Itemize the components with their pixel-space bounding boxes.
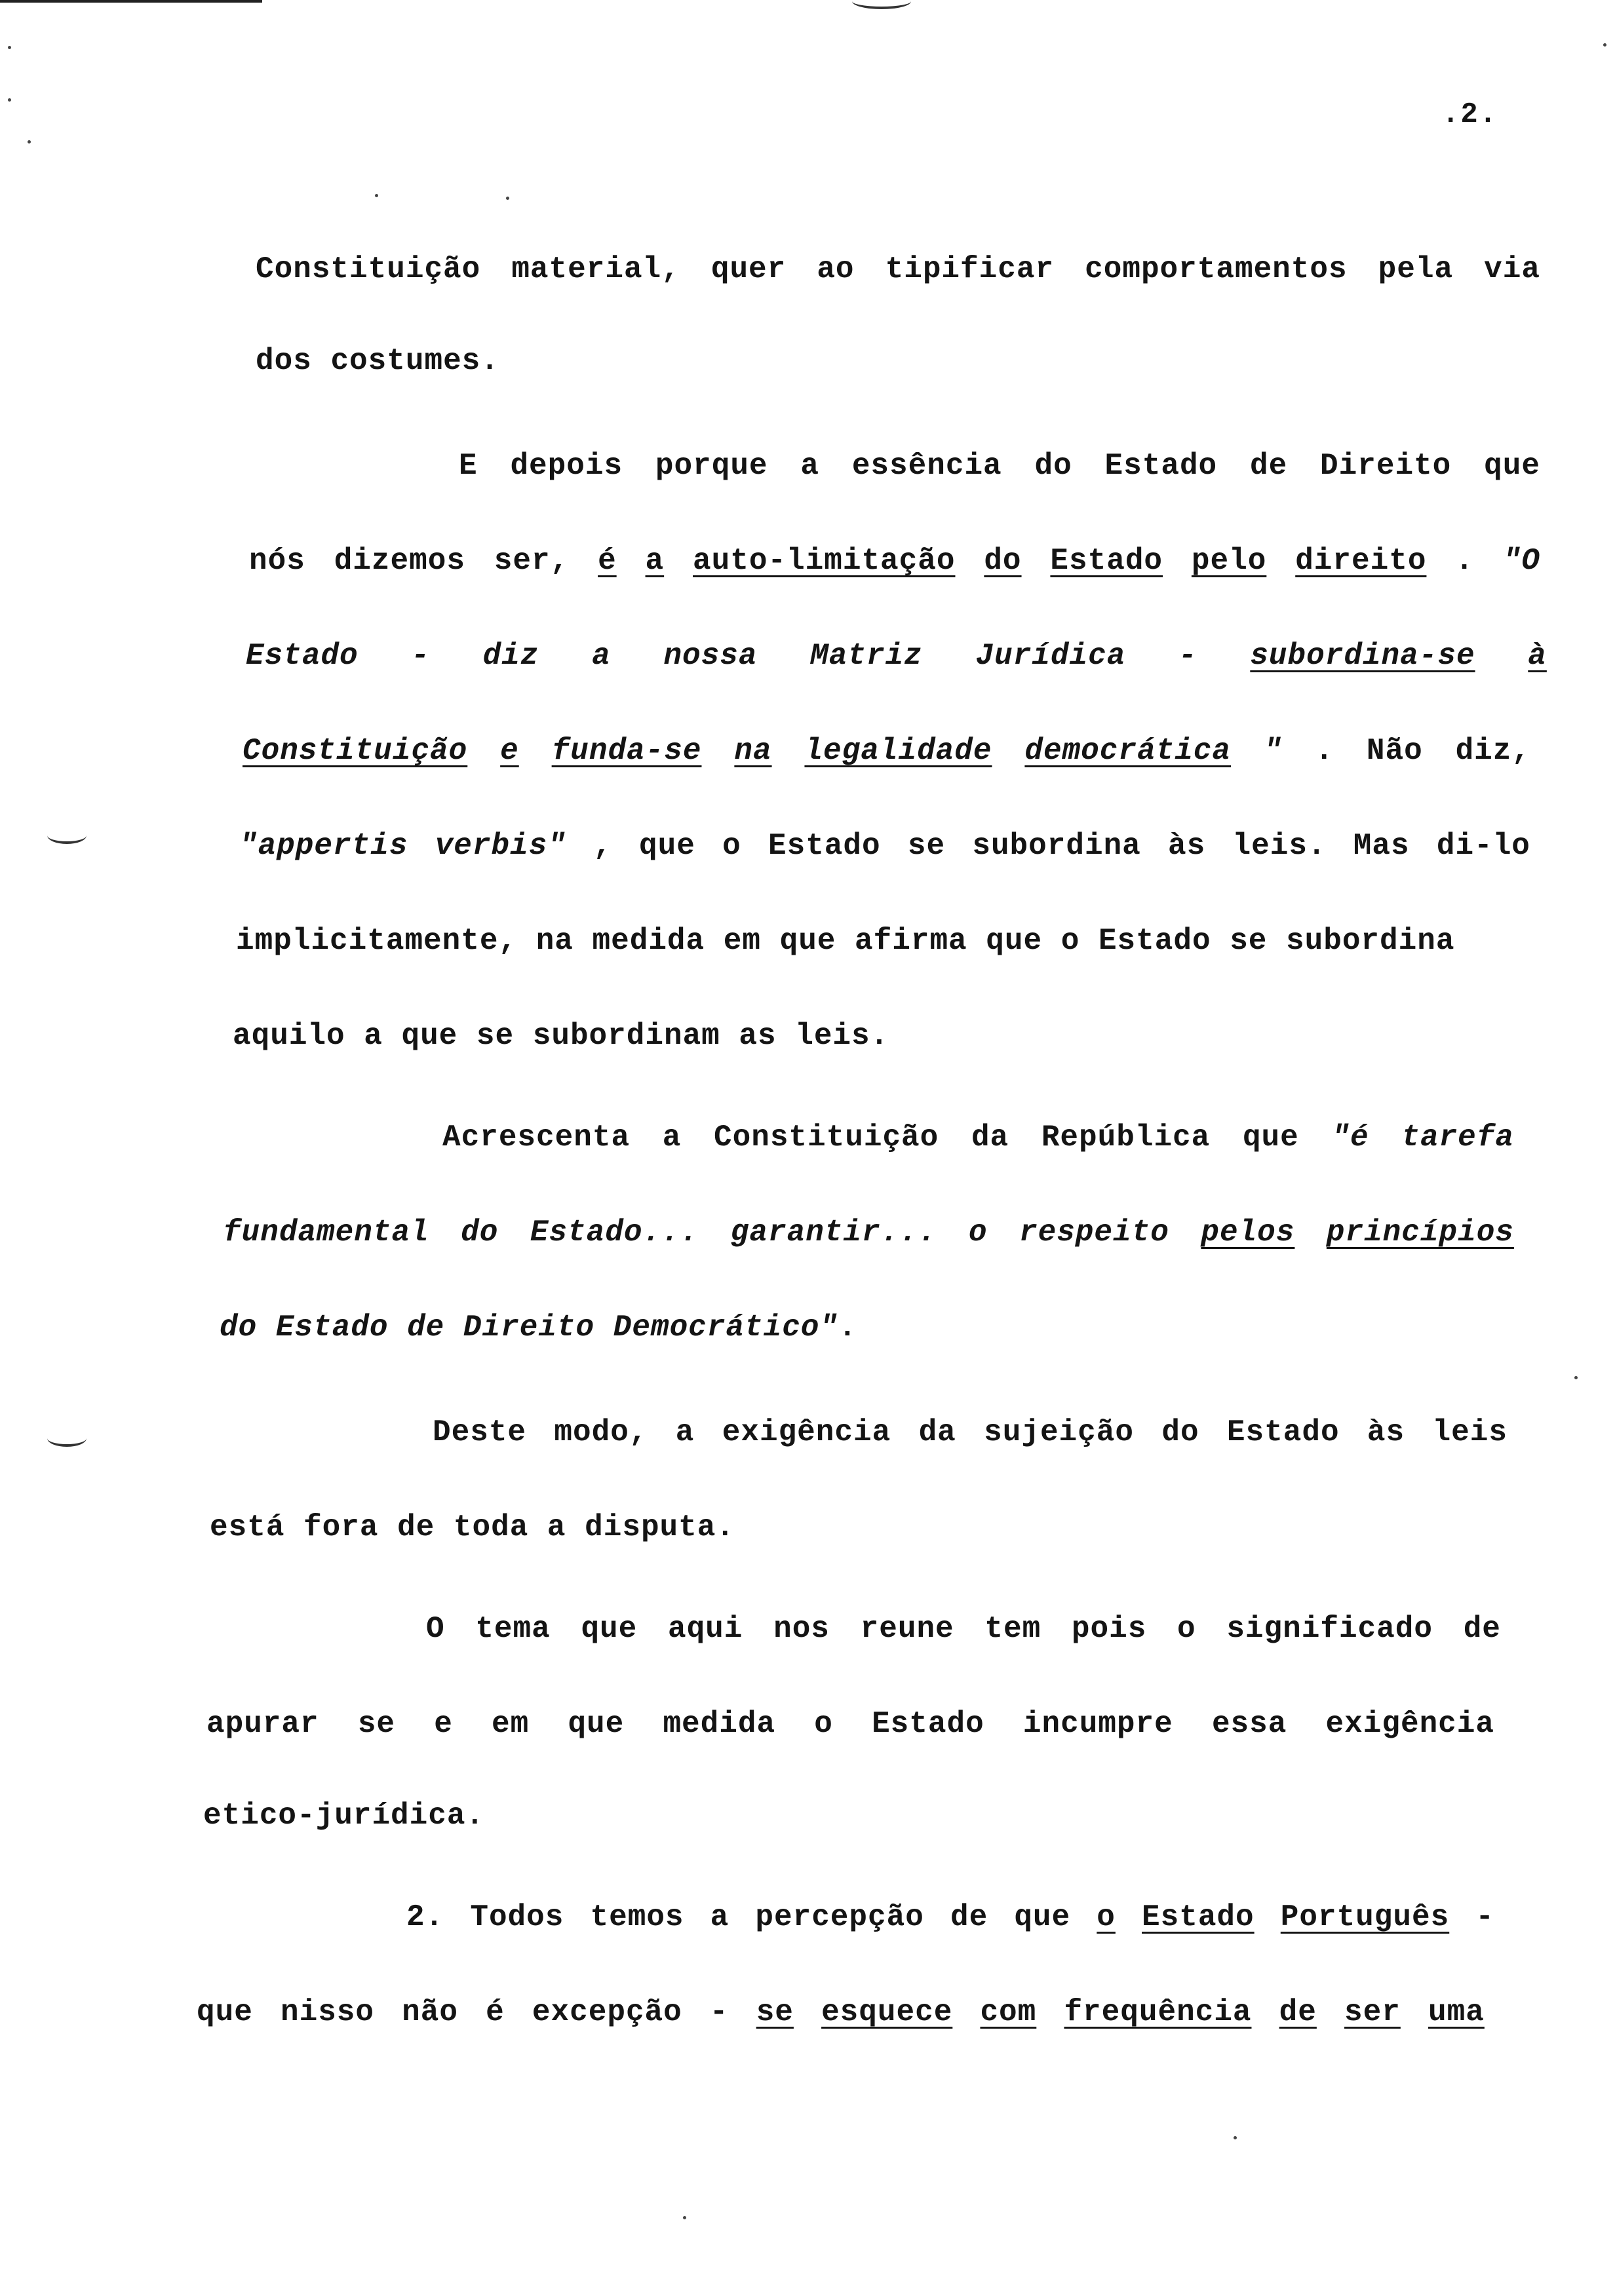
word: dizemos <box>334 544 465 578</box>
word: e <box>434 1707 453 1741</box>
underlined-word: do <box>984 544 1022 578</box>
word: em <box>492 1707 530 1741</box>
italic-word: Matriz <box>810 639 923 673</box>
word: ao <box>817 252 855 286</box>
word: - <box>709 1995 729 2029</box>
word: subordina <box>972 829 1141 863</box>
italic-word: de <box>407 1311 445 1345</box>
word: às <box>1168 829 1206 863</box>
word: é <box>486 1995 505 2029</box>
punch-hole-mark <box>47 827 87 844</box>
underlined-word: pelo <box>1191 544 1267 578</box>
text-line <box>233 1019 889 1053</box>
word: medida <box>592 924 705 958</box>
word: de <box>950 1900 988 1934</box>
word: E <box>459 449 478 483</box>
text-line <box>223 1215 1514 1250</box>
text-line <box>442 1120 1514 1155</box>
word: República <box>1041 1120 1211 1155</box>
word: tipificar <box>885 252 1055 286</box>
underlined-word: a <box>645 544 665 578</box>
underlined-word: e <box>500 734 519 768</box>
word: subordina <box>1286 924 1455 958</box>
word: a <box>364 1019 383 1053</box>
scan-speck <box>683 2216 686 2219</box>
word: de <box>1463 1612 1501 1646</box>
word: está <box>210 1510 285 1544</box>
word: a <box>800 449 819 483</box>
word: depois <box>510 449 623 483</box>
italic-word: - <box>411 639 430 673</box>
word: porque <box>655 449 768 483</box>
word: aqui <box>667 1612 743 1646</box>
word: O <box>426 1612 445 1646</box>
underlined-word: subordina-se <box>1250 639 1475 673</box>
word: que <box>639 829 695 863</box>
word: essa <box>1211 1707 1287 1741</box>
underlined-word: esquece <box>821 1995 953 2029</box>
italic-word: Estado... <box>530 1215 699 1250</box>
underlined-word: Português <box>1280 1900 1450 1934</box>
word: que <box>197 1995 253 2029</box>
word: apurar <box>206 1707 319 1741</box>
scan-speck <box>1603 43 1606 47</box>
italic-word: Estado <box>246 639 359 673</box>
word: comportamentos <box>1085 252 1348 286</box>
italic-word: respeito <box>1019 1215 1169 1250</box>
word: que <box>401 1019 458 1053</box>
word: que <box>581 1612 638 1646</box>
italic-word: nossa <box>663 639 758 673</box>
underlined-word: com <box>980 1995 1037 2029</box>
word: - <box>1475 1900 1494 1934</box>
italic-word: - <box>1178 639 1197 673</box>
word: Todos <box>470 1900 564 1934</box>
italic-word: a <box>592 639 611 673</box>
italic-word: Estado <box>275 1311 389 1345</box>
word: Constituição <box>256 252 481 286</box>
word: o <box>722 829 741 863</box>
underlined-word: auto-limitação <box>693 544 956 578</box>
word: essência <box>851 449 1002 483</box>
word: na <box>535 924 574 958</box>
word: se <box>907 829 946 863</box>
text-line <box>426 1612 1501 1646</box>
word: tem <box>984 1612 1041 1646</box>
word: tema <box>475 1612 551 1646</box>
italic-word: Direito <box>463 1311 595 1345</box>
word: disputa. <box>585 1510 735 1544</box>
word: que <box>1484 449 1540 483</box>
word: a <box>675 1415 695 1449</box>
word: ser, <box>494 544 570 578</box>
word: leis <box>1432 1415 1508 1449</box>
underlined-word: à <box>1528 639 1547 673</box>
underlined-word: frequência <box>1064 1995 1252 2029</box>
word: via <box>1484 252 1540 286</box>
text-line <box>210 1510 735 1544</box>
scan-speck <box>28 140 31 144</box>
underlined-word: funda-se <box>551 734 702 768</box>
word: sujeição <box>984 1415 1134 1449</box>
word: aquilo <box>233 1019 345 1053</box>
text-line <box>243 734 1530 768</box>
word: que <box>986 924 1043 958</box>
italic-word: fundamental <box>223 1215 429 1250</box>
underlined-word: é <box>598 544 617 578</box>
italic-word: "appertis <box>239 829 408 863</box>
italic-word: do <box>461 1215 499 1250</box>
text-line <box>246 639 1547 673</box>
word: se <box>357 1707 396 1741</box>
underlined-word: Estado <box>1142 1900 1255 1934</box>
word: costumes. <box>330 344 499 378</box>
word: Não <box>1366 734 1423 768</box>
word: Estado <box>1104 449 1218 483</box>
text-line <box>206 1707 1494 1741</box>
text-line <box>249 544 1540 578</box>
word: incumpre <box>1022 1707 1173 1741</box>
underlined-word: o <box>1097 1900 1116 1934</box>
word: Direito <box>1320 449 1452 483</box>
italic-word: tarefa <box>1401 1120 1514 1155</box>
word: pela <box>1378 252 1454 286</box>
word: . <box>1315 734 1334 768</box>
underlined-word: princípios <box>1326 1215 1514 1250</box>
word: Estado <box>872 1707 984 1741</box>
underlined-word: pelos <box>1201 1215 1295 1250</box>
word: se <box>476 1019 515 1053</box>
word: o <box>1177 1612 1196 1646</box>
word: da <box>971 1120 1009 1155</box>
underlined-word: direito <box>1295 544 1427 578</box>
text-line <box>459 449 1540 483</box>
underlined-word: democrática <box>1024 734 1232 768</box>
word: que <box>1242 1120 1299 1155</box>
word: Constituição <box>714 1120 939 1155</box>
italic-word: Democrático" <box>613 1311 839 1345</box>
underlined-word: ser <box>1344 1995 1401 2029</box>
underlined-word: se <box>756 1995 794 2029</box>
word: se <box>1230 924 1268 958</box>
italic-word: "O <box>1502 544 1540 578</box>
text-line <box>239 829 1530 863</box>
underlined-word: Constituição <box>243 734 468 768</box>
word: Acrescenta <box>442 1120 631 1155</box>
word: leis. <box>795 1019 889 1053</box>
scan-top-mark <box>852 0 911 9</box>
word: quer <box>710 252 787 286</box>
word: percepção <box>755 1900 924 1934</box>
word: o <box>814 1707 833 1741</box>
underlined-word: Estado <box>1050 544 1163 578</box>
scan-speck <box>375 194 378 197</box>
word: do <box>1161 1415 1199 1449</box>
text-line <box>406 1900 1494 1934</box>
word: de <box>1250 449 1288 483</box>
word: subordinam <box>532 1019 720 1053</box>
word: Estado <box>1098 924 1211 958</box>
word: toda <box>453 1510 529 1544</box>
underlined-word: na <box>734 734 772 768</box>
underlined-word: de <box>1279 1995 1317 2029</box>
word: medida <box>663 1707 776 1741</box>
word: as <box>739 1019 777 1053</box>
word: Deste <box>433 1415 527 1449</box>
word: que <box>1014 1900 1071 1934</box>
italic-word: garantir... <box>730 1215 937 1250</box>
word: do <box>1034 449 1072 483</box>
word: exigência <box>722 1415 891 1449</box>
word: o <box>1060 924 1080 958</box>
word: temos <box>590 1900 684 1934</box>
scan-speck <box>1234 2136 1237 2139</box>
word: Mas <box>1353 829 1410 863</box>
word: di-lo <box>1436 829 1530 863</box>
word: diz, <box>1455 734 1530 768</box>
word: . <box>838 1311 857 1345</box>
scan-speck <box>506 197 509 200</box>
word: de <box>397 1510 435 1544</box>
word: nós <box>249 544 305 578</box>
text-line <box>433 1415 1508 1449</box>
underlined-word: uma <box>1428 1995 1485 2029</box>
word: da <box>918 1415 956 1449</box>
word: fora <box>303 1510 379 1544</box>
word: . <box>1455 544 1474 578</box>
word: reune <box>860 1612 954 1646</box>
word: afirma <box>855 924 967 958</box>
word: a <box>547 1510 566 1544</box>
text-line <box>256 252 1540 286</box>
word: que <box>779 924 836 958</box>
word: modo, <box>554 1415 648 1449</box>
word: não <box>402 1995 458 2029</box>
italic-word: "é <box>1331 1120 1369 1155</box>
text-line <box>203 1799 484 1833</box>
word: significado <box>1226 1612 1433 1646</box>
italic-word: Jurídica <box>975 639 1126 673</box>
italic-word: verbis" <box>435 829 566 863</box>
word: excepção <box>532 1995 682 2029</box>
italic-word: do <box>220 1311 258 1345</box>
page-number: .2. <box>1442 98 1498 131</box>
scan-speck <box>8 46 11 49</box>
word: Estado <box>768 829 881 863</box>
italic-word: diz <box>482 639 539 673</box>
word: nisso <box>280 1995 375 2029</box>
word: às <box>1367 1415 1405 1449</box>
text-line <box>197 1995 1485 2029</box>
italic-word: o <box>968 1215 988 1250</box>
scan-top-line <box>0 0 262 3</box>
scan-speck <box>8 98 11 102</box>
word: etico-jurídica. <box>203 1799 485 1833</box>
word: em <box>723 924 761 958</box>
word: pois <box>1071 1612 1147 1646</box>
word: que <box>568 1707 625 1741</box>
word: material, <box>511 252 680 286</box>
word: leis. <box>1232 829 1327 863</box>
scan-speck <box>1574 1376 1578 1379</box>
word: dos <box>256 344 312 378</box>
text-line <box>236 924 1454 958</box>
italic-word: " <box>1263 734 1283 768</box>
word: implicitamente, <box>236 924 518 958</box>
word: , <box>593 829 612 863</box>
word: nos <box>773 1612 830 1646</box>
text-line <box>220 1311 857 1345</box>
text-line <box>256 344 499 378</box>
word: exigência <box>1325 1707 1494 1741</box>
punch-hole-mark <box>47 1430 87 1447</box>
word: a <box>662 1120 682 1155</box>
underlined-word: legalidade <box>804 734 992 768</box>
word: a <box>710 1900 730 1934</box>
word: Estado <box>1226 1415 1340 1449</box>
word: 2. <box>406 1900 444 1934</box>
